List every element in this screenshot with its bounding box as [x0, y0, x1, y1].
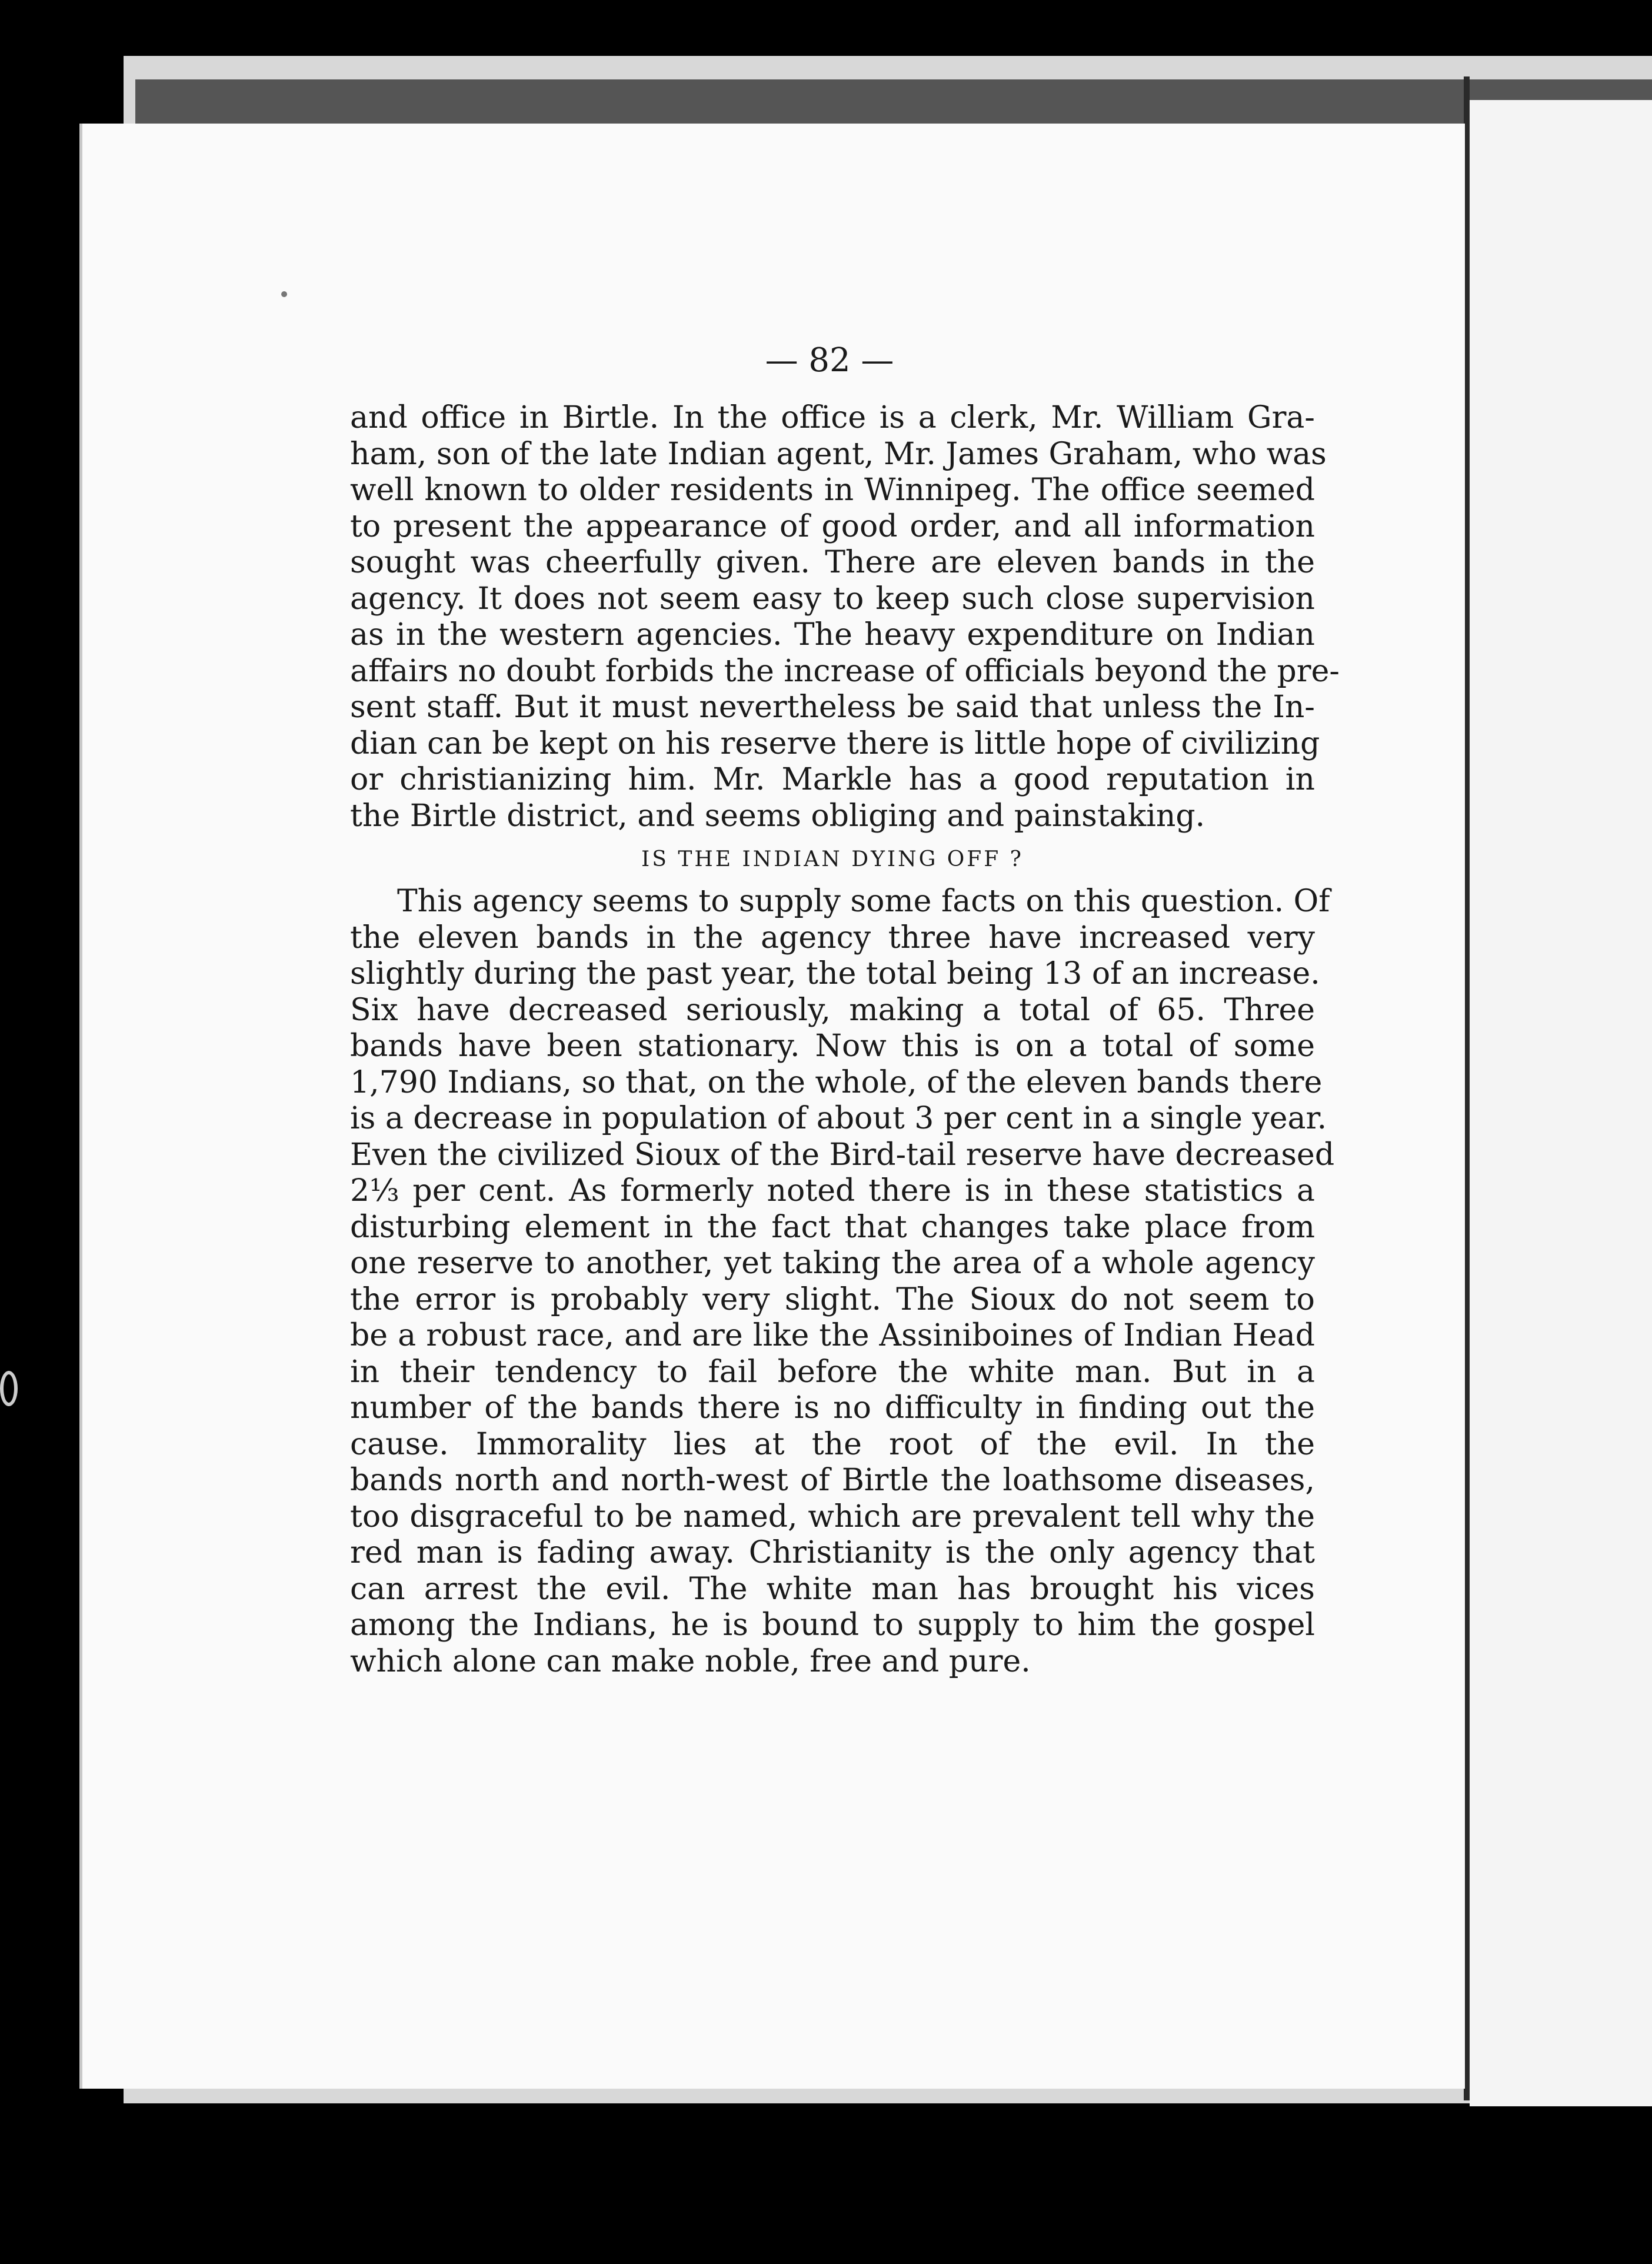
paragraph-2 — [350, 884, 1335, 1680]
text-line: in their tendency to fail before the white man. But in a — [350, 1354, 1315, 1390]
text-line: red man is fading away. Christianity is the only agency that — [350, 1535, 1315, 1570]
text-line: as in the western agencies. The heavy expenditure on Indian — [350, 617, 1315, 652]
text-line: number of the bands there is no difficulty in finding out the — [350, 1390, 1315, 1426]
page-top-shadow — [135, 79, 1652, 126]
facing-page-edge — [1470, 100, 1652, 2106]
text-line: 1,790 Indians, so that, on the whole, of the eleven bands there — [350, 1064, 1323, 1100]
text-line: 2⅓ per cent. As formerly noted there is in these statistics a — [350, 1173, 1315, 1208]
ink-speck — [281, 291, 287, 297]
binding-hole-mark — [0, 1371, 18, 1406]
text-line: and office in Birtle. In the office is a clerk, Mr. William Gra- — [350, 400, 1315, 435]
text-line: affairs no doubt forbids the increase of officials beyond the pre- — [350, 653, 1340, 689]
paragraph-1 — [350, 400, 1340, 834]
text-line: agency. It does not seem easy to keep such close supervision — [350, 581, 1315, 617]
text-line: which alone can make noble, free and pure. — [350, 1643, 1031, 1679]
text-line: Six have decreased seriously, making a total of 65. Three — [350, 992, 1315, 1028]
text-line: ham, son of the late Indian agent, Mr. James Graham, who was — [350, 436, 1327, 472]
text-line: dian can be kept on his reserve there is little hope of civilizing — [350, 725, 1320, 761]
text-line: well known to older residents in Winnipeg. The office seemed — [350, 472, 1315, 508]
text-line: among the Indians, he is bound to supply to him the gospel — [350, 1607, 1315, 1643]
text-line: or christianizing him. Mr. Markle has a good reputation in — [350, 762, 1315, 797]
text-line: bands have been stationary. Now this is on a total of some — [350, 1028, 1315, 1064]
text-line: sent staff. But it must nevertheless be said that unless the In- — [350, 690, 1315, 725]
text-line: cause. Immorality lies at the root of the evil. In the — [350, 1426, 1315, 1462]
text-line: sought was cheerfully given. There are eleven bands in the — [350, 545, 1315, 580]
text-line: is a decrease in population of about 3 per cent in a single year. — [350, 1101, 1327, 1136]
page-body — [350, 400, 1340, 1680]
text-line: to present the appearance of good order, and all information — [350, 508, 1315, 544]
text-line: Even the civilized Sioux of the Bird-tail reserve have decreased — [350, 1137, 1335, 1173]
text-line: disturbing element in the fact that changes take place from — [350, 1209, 1315, 1245]
text-line: the Birtle district, and seems obliging and painstaking. — [350, 798, 1205, 834]
text-line: be a robust race, and are like the Assiniboines of Indian Head — [350, 1318, 1315, 1353]
text-line: slightly during the past year, the total being 13 of an increase. — [350, 956, 1320, 991]
text-line: too disgraceful to be named, which are prevalent tell why the — [350, 1499, 1315, 1534]
text-line: bands north and north-west of Birtle the loathsome diseases, — [350, 1463, 1315, 1498]
text-line: can arrest the evil. The white man has brought his vices — [350, 1571, 1315, 1607]
text-line: the eleven bands in the agency three have increased very — [350, 920, 1315, 955]
text-line: one reserve to another, yet taking the area of a whole agency — [350, 1246, 1315, 1281]
text-line: the error is probably very slight. The Sioux do not seem to — [350, 1281, 1315, 1317]
section-heading: IS THE INDIAN DYING OFF ? — [641, 847, 1024, 871]
text-line: This agency seems to supply some facts on this question. Of — [397, 884, 1330, 919]
page-number: — 82 — — [765, 341, 894, 379]
